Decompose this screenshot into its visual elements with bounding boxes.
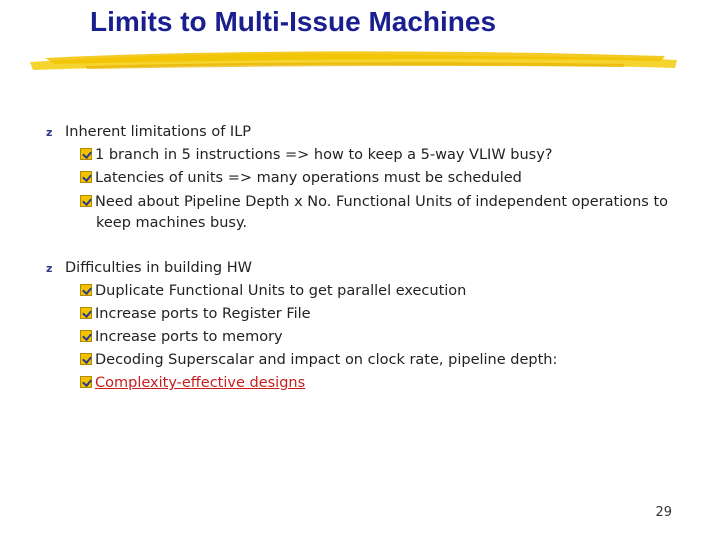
checkbox-bullet-icon [80, 353, 92, 365]
bullet-text: Difficulties in building HW [65, 260, 252, 276]
sub-bullet-item [80, 352, 557, 368]
sub-bullet-item [80, 147, 553, 163]
checkbox-bullet-icon [80, 284, 92, 296]
sub-bullet-item [80, 306, 311, 322]
checkbox-bullet-icon [80, 195, 92, 207]
sub-bullet-continuation: keep machines busy. [96, 215, 248, 231]
checkbox-bullet-icon [80, 171, 92, 183]
complexity-effective-designs-link[interactable]: Complexity-effective designs [95, 375, 306, 391]
bullet-item [46, 124, 251, 140]
sub-bullet-text: Latencies of units => many operations must be scheduled [95, 170, 522, 186]
sub-bullet-item [80, 375, 305, 391]
checkbox-bullet-icon [80, 376, 92, 388]
sub-bullet-text: Increase ports to memory [95, 329, 283, 345]
checkbox-bullet-icon [80, 148, 92, 160]
page-number: 29 [655, 505, 672, 520]
sub-bullet-item [80, 283, 466, 299]
bullet-text: Inherent limitations of ILP [65, 124, 252, 140]
sub-bullet-item [80, 329, 283, 345]
sub-bullet-text: Duplicate Functional Units to get parallel execution [95, 283, 467, 299]
slide-title: Limits to Multi-Issue Machines [90, 6, 497, 37]
sub-bullet-text: Need about Pipeline Depth x No. Functional Units of independent operations to [95, 194, 669, 210]
bullet-item [46, 260, 252, 276]
title-underline-brush [25, 44, 680, 76]
sub-bullet-item [80, 170, 522, 186]
sub-bullet-text: Increase ports to Register File [95, 306, 311, 322]
checkbox-bullet-icon [80, 330, 92, 342]
sub-bullet-item [80, 194, 668, 210]
sub-bullet-text: 1 branch in 5 instructions => how to keep a 5-way VLIW busy? [95, 147, 553, 163]
z-bullet-icon: z [46, 262, 53, 275]
z-bullet-icon: z [46, 126, 53, 139]
sub-bullet-text: Decoding Superscalar and impact on clock rate, pipeline depth: [95, 352, 558, 368]
checkbox-bullet-icon [80, 307, 92, 319]
